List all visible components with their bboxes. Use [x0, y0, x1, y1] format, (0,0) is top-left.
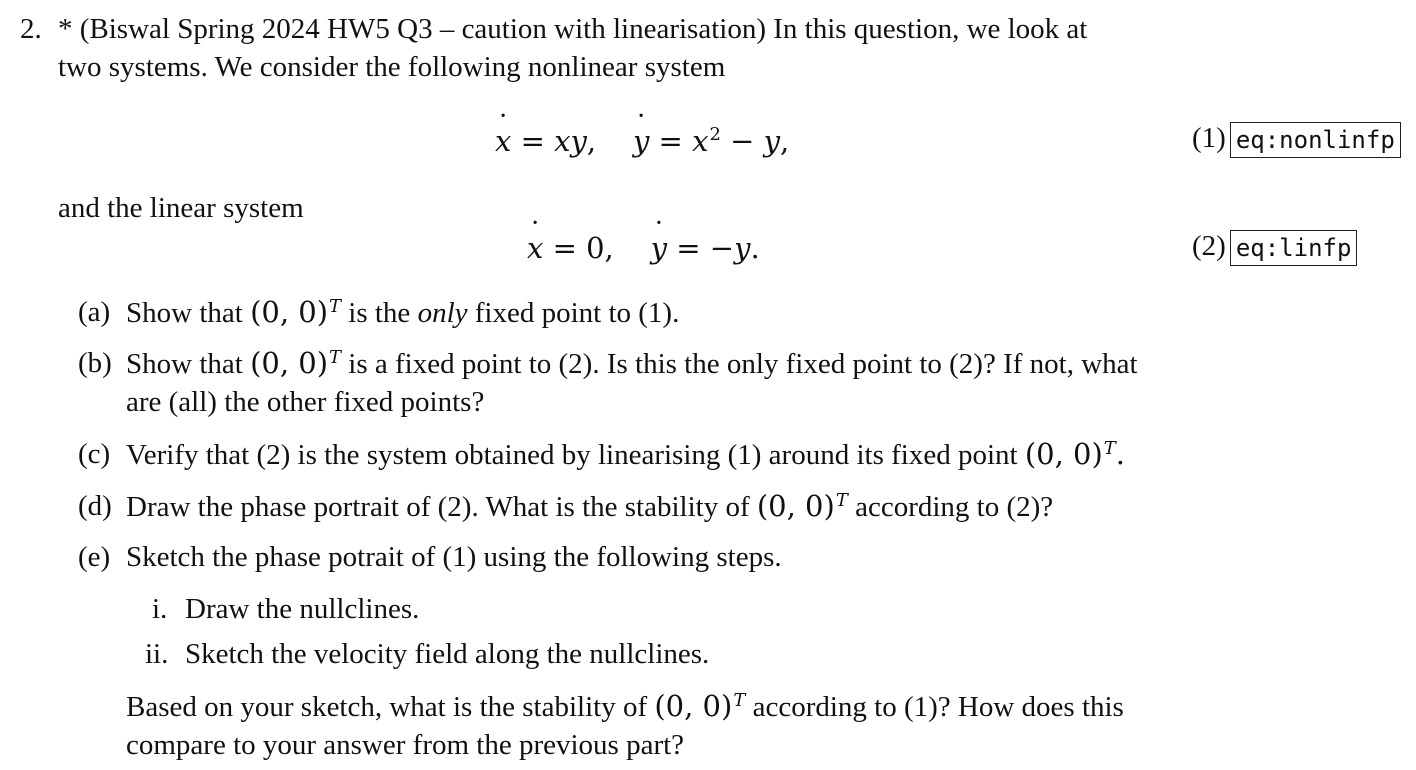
subpart-i-label: i.	[152, 593, 168, 625]
equation-nonlinear: x ˙ = xy, y ˙ = $x^2 - y$,	[495, 124, 789, 159]
equation-2-tag: eq:linfp	[1230, 230, 1358, 266]
part-a-text: Show that (0, 0)$^T$ is the only fixed point to (1).	[126, 295, 680, 329]
equation-1-label: (1)	[1192, 122, 1226, 154]
subpart-i-text: Draw the nullclines.	[185, 593, 420, 625]
between-text: and the linear system	[58, 192, 304, 224]
question-number: 2.	[20, 13, 42, 45]
subpart-ii-label: ii.	[145, 638, 169, 670]
equation-2-label-group	[1192, 229, 1357, 266]
part-b-text: Show that (0, 0)$^T$ is a fixed point to (2). Is this the only fixed point to (2)? If not, what	[126, 346, 1138, 380]
equation-1-label-group	[1192, 121, 1401, 158]
part-c-label: (c)	[78, 438, 111, 470]
part-a-label: (a)	[78, 296, 111, 328]
part-e-label: (e)	[78, 541, 111, 573]
subpart-ii-text: Sketch the velocity field along the nullclines.	[185, 638, 710, 670]
question-source: (Biswal Spring 2024 HW5 Q3 – caution with linearisation)	[79, 13, 766, 45]
equation-linear: x ˙ = 0, y ˙ = −y.	[527, 231, 760, 266]
question-intro-line2: two systems. We consider the following nonlinear system	[58, 51, 726, 83]
part-b-text-line2: are (all) the other fixed points?	[126, 386, 485, 418]
equation-1-tag: eq:nonlinfp	[1230, 122, 1401, 158]
closing-text-line2: compare to your answer from the previous part?	[126, 729, 685, 761]
part-e-text: Sketch the phase potrait of (1) using the following steps.	[126, 541, 782, 573]
equation-2-label: (2)	[1192, 230, 1226, 262]
part-b-label: (b)	[78, 347, 112, 379]
part-c-text: Verify that (2) is the system obtained by linearising (1) around its fixed point (0, 0)$^T$.	[126, 437, 1126, 471]
closing-text: Based on your sketch, what is the stability of (0, 0)$^T$ according to (1)? How does this	[126, 689, 1124, 723]
part-d-label: (d)	[78, 490, 112, 522]
question-intro-line1	[58, 12, 1087, 47]
star-marker: *	[58, 13, 73, 45]
question-intro-text: In this question, we look at	[773, 13, 1088, 45]
part-d-text: Draw the phase portrait of (2). What is the stability of (0, 0)$^T$ according to (2)?	[126, 489, 1054, 523]
